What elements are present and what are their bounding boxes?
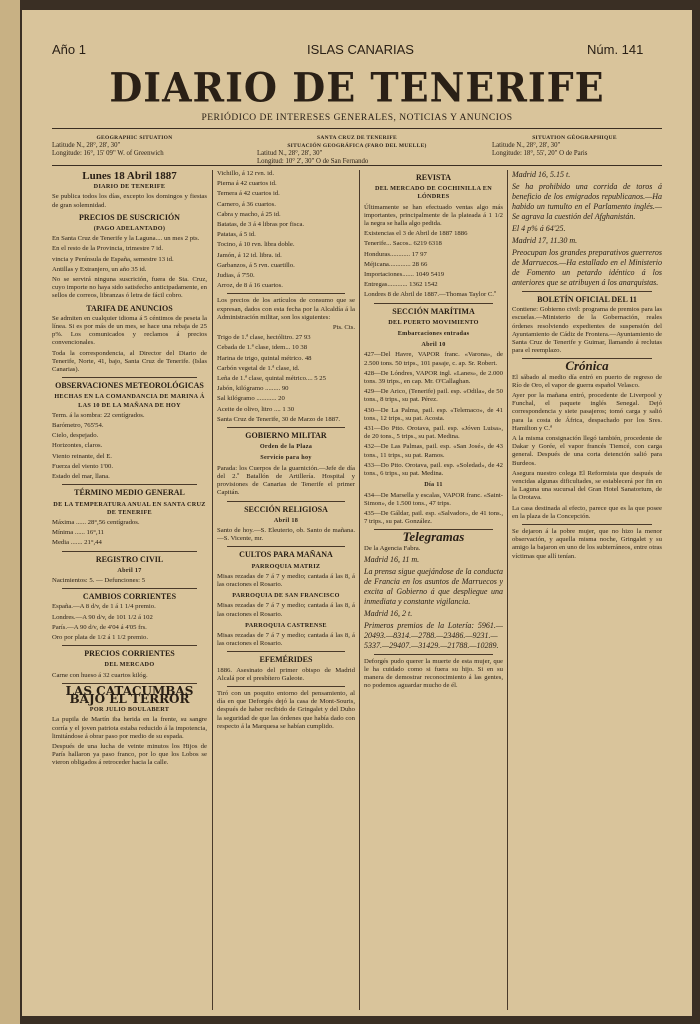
registry-line: Nacimientos: 5. — Defunciones: 5	[52, 576, 146, 584]
parish-title: PARROQUIA CASTRENSE	[245, 621, 327, 629]
ship-entry: 434—De Marsella y escalas, VAPOR franc. «Saint-Simon», de 1.500 tons., 47 trips.	[364, 491, 503, 507]
obs-line: Term. á la sombra: 22 centígrados.	[52, 411, 145, 419]
market-row: Trigo de 1.ª clase, hectólitro. 27 93	[217, 334, 311, 342]
exchange-line: Londres.—A 90 d/v, de 101 1/2 á 102	[52, 613, 153, 621]
price-item: Cabra y macho, á 25 id.	[217, 210, 281, 218]
serial-text: La pupila de Martín iba herida en la frente, su sangre corría y el joven patriota estaba reducido á la impotencia, limitándose á obrar paso por medio de su espada.	[52, 716, 207, 740]
ship-entry: 435—De Gáldar, pail. esp. «Salvador», de 41 tons., 7 trips., su pat. González.	[364, 509, 503, 526]
geo-right-title: SITUATION GÉOGRAPHIQUE	[532, 135, 617, 141]
divider	[62, 484, 197, 485]
military-sub2: Servicio para hoy	[260, 454, 312, 462]
temp-line: Mínima ...... 16°,11	[52, 529, 105, 537]
price-header: Pts. Cts.	[332, 324, 355, 332]
divider	[62, 645, 197, 646]
geo-left	[52, 134, 217, 158]
newspaper-page	[22, 10, 692, 1016]
religious-title: SECCIÓN RELIGIOSA	[244, 504, 328, 514]
ads-title: TARIFA DE ANUNCIOS	[86, 303, 173, 313]
cronica-title: Crónica	[565, 358, 609, 374]
issue-date: Lunes 18 Abril 1887	[82, 170, 177, 182]
review-row: Tenerife... Sacos.. 6219 6318	[364, 240, 442, 248]
column-divider	[507, 170, 508, 1010]
parish-title: PARROQUIA MATRIZ	[251, 562, 321, 570]
obs-line: Horizontes, claros.	[52, 442, 103, 450]
maritime-date: Día 11	[424, 481, 443, 489]
market-sub: DEL MERCADO	[104, 661, 155, 669]
obs-line: Fuerza del viento 1'00.	[52, 462, 114, 470]
review-footer: Londres 8 de Abril de 1887.—Thomas Taylor C.º	[364, 291, 497, 299]
religious-date: Abril 18	[273, 516, 299, 524]
ship-entry: 427—Del Havre, VAPOR franc. «Varona», de 2.500 tons. 50 trips., 101 pasaje, c. ap. Sr. Robert.	[364, 351, 503, 367]
price-line: vincia y Península de España, semestre 13 id.	[52, 255, 174, 263]
market-footer: Santa Cruz de Tenerife, 30 de Marzo de 1887.	[217, 415, 341, 423]
religious-text: Santo de hoy.—S. Eleuterio, ob. Santo de mañana.—S. Vicente, mr.	[217, 526, 355, 543]
cronica-text: El sábado al medio día entró en puerto de regreso de Río de Oro, el vapor de guerra español Velasco.	[512, 373, 662, 389]
paper-name: DIARIO DE TENERIFE	[93, 183, 166, 191]
temp-sub: DE LA TEMPERATURA ANUAL EN SANTA CRUZ DE TENERIFE	[53, 500, 206, 516]
temp-title: TÉRMINO MEDIO GENERAL	[74, 488, 185, 498]
review-row: Importaciones....... 1049 5419	[364, 271, 445, 279]
divider	[227, 651, 345, 652]
price-item: Carnero, á 36 cuartos.	[217, 200, 276, 208]
market-row: Harina de trigo, quintal métrico. 48	[217, 354, 312, 362]
market-row: Sal kilógramo ............ 20	[217, 395, 285, 403]
telegram-text: Primeros premios de la Lotería: 5961.—20493.—8314.—2788.—23486.—9231.—5337.—29407.—31429.—21788.—10289.	[364, 620, 503, 650]
maritime-date: Abril 10	[421, 341, 446, 349]
geo-left-title: GEOGRAPHIC SITUATION	[96, 135, 173, 141]
geo-center-sub: SITUACIÓN GEOGRÁFICA (FARO DEL MUELLE)	[287, 143, 427, 149]
publication-note: Se publica todos los días, excepto los domingos y fiestas de gran solemnidad.	[52, 193, 207, 209]
parish-text: Misas rezadas de 7 á 7 y medio; cantada á las 8, á las oraciones el Rosario.	[217, 572, 355, 588]
geo-right	[492, 134, 657, 158]
exchange-line: España.—A 8 d/v, de 1 á 1 1/4 premio.	[52, 603, 156, 611]
contact-text: Toda la correspondencia, al Director del Diario de Tenerife, Norte, 41, bajo, Santa Cruz de Tenerife. (Islas Canarias).	[52, 349, 207, 374]
price-item: Pierna á 42 cuartos id.	[217, 180, 277, 188]
telegram-date: Madrid 16, 11 m.	[364, 554, 420, 564]
prices-title: PRECIOS DE SUSCRICIÓN	[79, 212, 180, 222]
serial-body: Se dejaron á la pobre mujer, que no hizo la menor observación, y aquella misma noche, Gringalet y su amigo la bajaron en uno de los subterráneos, entre otras víctimas que allí tenían.	[512, 528, 662, 560]
column-1	[52, 170, 207, 1010]
market-row: Leña de 1.ª clase, quintal métrico.... 5 25	[217, 375, 326, 383]
telegram-date: Madrid 17, 11.30 m.	[512, 236, 578, 245]
price-item: Judias, á 7'50.	[217, 272, 255, 280]
obs-line: Estado del mar, llana.	[52, 473, 110, 481]
serial-body: Deforgés pudo querer la muerte de esta mujer, que le ha cuidado como si fuera su hijo. Si en su manera de demostrar reconocimiento á las gentes, no podemos aguardar mucho de él.	[364, 657, 503, 690]
geo-left-line2: Longitude: 16°, 15' 09" W. of Greenwich	[52, 150, 164, 157]
geo-right-line1: Latitude N., 28°, 28', 30"	[492, 142, 561, 149]
bulletin-text: Contiene: Gobierno civil: programa de premios para las escuelas.—Ministerio de la Gobernación, reales órdenes resolviendo expedientes de suspensión del Ayuntamiento de Cádiz de Frontera.—Ayuntamiento de Santa Cruz de Tenerife y Guimar, llamando á reclutas para el reemplazo.	[512, 306, 662, 355]
ship-entry: 430—De La Palma, pail. esp. «Telemaco», de 41 tons., 12 trips., su pat. Acosta.	[364, 406, 503, 422]
military-title: GOBIERNO MILITAR	[245, 431, 327, 441]
exchange-title: CAMBIOS CORRIENTES	[82, 592, 177, 602]
issue-info-row	[52, 42, 652, 60]
registry-title: REGISTRO CIVIL	[95, 554, 164, 564]
price-note: No se servirá ninguna suscrición, fuera de Sta. Cruz, cuyo importe no haya sido satisfecho anticipadamente, en sellos de correos, libranzas ó letra de fácil cobro.	[52, 276, 207, 300]
telegram-date: Madrid 16, 2 t.	[364, 608, 413, 618]
prices-sub: (PAGO ADELANTADO)	[93, 225, 166, 233]
review-row: Entregas............ 1362 1542	[364, 281, 438, 289]
price-line: En Santa Cruz de Tenerife y la Laguna.... un mes 2 pts.	[52, 235, 200, 243]
divider	[227, 427, 345, 428]
review-sub: DEL MERCADO DE COCHINILLA EN LÓNDRES	[374, 185, 493, 201]
ship-entry: 431—Do Ptto. Orotava, pail. esp. «Jóven Luisa», de 20 tons., 5 trips., su pat. Medina.	[364, 425, 503, 441]
serial-author: POR JULIO BOULABERT	[89, 706, 170, 714]
serial-title: LAS CATACUMBAS BAJO EL TERROR	[65, 683, 194, 706]
price-item: Tocino, á 10 rvn. libra doble.	[217, 241, 295, 249]
ship-entry: 429—De Arico, (Tenerife) pail. esp. «Odila», de 50 tons., 8 trips., su pat. Pérez.	[364, 388, 503, 404]
column-4	[512, 170, 662, 1010]
military-sub: Orden de la Plaza	[259, 443, 313, 451]
obs-line: Barómetro, 765'54.	[52, 422, 104, 430]
divider	[522, 524, 652, 525]
registry-date: Abril 17	[117, 566, 142, 574]
obs-sub: HECHAS EN LA COMANDANCIA DE MARINA Á LAS 10 DE LA MAÑANA DE HOY	[54, 393, 205, 409]
market-title: PRECIOS CORRIENTES	[84, 649, 175, 659]
column-2	[217, 170, 355, 1010]
geo-right-line2: Longitude: 18°, 55', 20" O de Paris	[492, 150, 588, 157]
geo-rule	[52, 165, 662, 166]
temp-line: Máxima ...... 28°,56 centígrados.	[52, 518, 140, 526]
divider	[227, 546, 345, 547]
column-divider	[359, 170, 360, 1010]
geo-center-title: SANTA CRUZ DE TENERIFE	[317, 135, 397, 141]
market-row: Aceite de olivo, litro .... 1 30	[217, 405, 295, 413]
masthead-subtitle: PERIÓDICO DE INTERESES GENERALES, NOTICIAS Y ANUNCIOS	[201, 113, 513, 123]
temp-line: Media ....... 21°,44	[52, 539, 102, 547]
market-row: Cebada de 1.ª clase, idem... 10 38	[217, 344, 308, 352]
price-line: En el resto de la Provincia, trimestre 7 id.	[52, 245, 164, 253]
divider	[374, 303, 493, 304]
review-row: Méjicana............. 28 66	[364, 260, 428, 268]
cronica-text: La casa destinada al efecto, parece que es la que posee en la plaza de la Concepción.	[512, 504, 662, 520]
telegram-date: Madrid 16, 5.15 t.	[512, 170, 571, 179]
bulletin-title: BOLETÍN OFICIAL DEL 11	[537, 295, 637, 304]
maritime-title: SECCIÓN MARÍTIMA	[392, 306, 475, 316]
masthead-title: DIARIO DE TENERIFE	[109, 63, 605, 112]
geo-center	[257, 134, 457, 166]
price-item: Vichillo, á 12 rvn. id.	[217, 170, 274, 177]
divider	[227, 686, 345, 687]
telegram-text: La prensa sigue quejándose de la conducta de Francia en los asuntos de Marruecos y excita al Gobierno á que despliegue una inmediata y constante vigilancia.	[364, 566, 503, 606]
parish-text: Misas rezadas de 7 á 7 y medio; cantada á las 8, á las oraciones el Rosario.	[217, 631, 355, 648]
telegram-source: De la Agencia Fabra.	[364, 544, 421, 552]
column-divider	[212, 170, 213, 1010]
cronica-text: Ayer por la mañana entró, procedente de Liverpool y Funchal, el paquete inglés Senegal. Dejó correspondencia y siete pasajeros; tomó carga y salió para la costa de África, despachado por los Sres. Hamilton y C.ª	[512, 392, 662, 432]
divider	[522, 291, 652, 292]
price-item: Arroz, de 8 á 16 cuartos.	[217, 282, 283, 290]
header-rule	[52, 128, 662, 129]
cronica-text: A la misma consignación llegó también, procedente de Dakar y Gorée, el vapor francés Tiemcé, con carga general. Después de una corta detención salió para Burdeos.	[512, 435, 662, 467]
serial-text: Después de una lucha de veinte minutos los Hijos de París hallaron ya paso franco, por lo que los Lobos se vieron obligados á retroceder hacia la calle.	[52, 742, 207, 767]
market-row: Jabón, kilógramo ......... 90	[217, 385, 289, 393]
price-item: Patatas, á 5 id.	[217, 231, 256, 239]
review-text: Últimamente se han efectuado ventas algo más importantes, principalmente de la plateada á 1 1/2 la negra se halla algo pedida.	[364, 203, 503, 228]
divider	[227, 501, 345, 502]
telegrams-title: Telegramas	[402, 529, 465, 545]
ephemeris-title: EFEMÉRIDES	[259, 655, 313, 665]
divider	[374, 654, 493, 655]
price-line: Antillas y Extranjero, un año 35 id.	[52, 265, 147, 273]
telegram-line: El 4 p% á 64'25.	[512, 224, 566, 233]
price-item: Ternera á 42 cuartos id.	[217, 190, 280, 198]
issue-year: Año 1	[52, 42, 86, 57]
ship-entry: 433—Do Ptto. Orotava, pail. esp. «Soledad», de 42 tons., 6 trips., su pat. Medina.	[364, 461, 503, 478]
parish-text: Misas rezadas de 7 á 7 y medio; cantada á las 8, á las oraciones el Rosario.	[217, 602, 355, 618]
cronica-text: Asegura nuestro colega El Reformista que después de vencidas algunas dificultades, se establecerá por fin en la Laguna una sucursal del Gran Hotel Sanatorium, de la Orotava.	[512, 469, 662, 502]
obs-line: Cielo, despejado.	[52, 432, 99, 440]
military-text: Parada: los Cuerpos de la guarnición.—Jefe de día del 2.º Batallón de Artillería. Hospital y provisiones de Canarias de Tenerife el primer Capitán.	[217, 464, 355, 497]
telegram-text: Preocupan los grandes preparativos guerreros de Marruecos.—Ha estallado en el Ministerio de Fomento un petardo idéntico á los anteriores que se atribuyen á los anarquistas.	[512, 248, 662, 287]
maritime-sub: DEL PUERTO MOVIMIENTO	[388, 318, 479, 326]
divider	[62, 377, 197, 378]
ephemeris-text: 1886. Asesinato del primer obispo de Madrid Alcalá por el presbítero Galeote.	[217, 666, 355, 682]
parish-title: PARROQUIA DE SAN FRANCISCO	[232, 592, 340, 600]
issue-number: Núm. 141	[587, 42, 644, 57]
serial-body: Tiró con un poquito entorno del pensamiento, al día en que Deforgés dejó la casa de Mont-Souris, después de haber recibido de Gringalet y del Duho la seguridad de que las órdenes que había dado con respecto á la Marquesa se habían cumplido.	[217, 689, 355, 730]
divider	[62, 588, 197, 589]
adjacent-page-edge	[0, 0, 20, 1024]
obs-title: OBSERVACIONES METEOROLÓGICAS	[55, 381, 204, 391]
telegram-text: Se ha prohibido una corrida de toros á beneficio de los emigrados republicanos.—Ha habido un tumulto en el Parlamento inglés.—Se agrava la cuestión del Afghanistán.	[512, 182, 662, 221]
divider	[227, 293, 345, 294]
price-item: Garbanzos, á 5 rvn. cuartillo.	[217, 261, 295, 269]
price-item: Jamón, á 12 id. libra. id.	[217, 251, 282, 259]
market-line: Carne con hueso á 32 cuartos kilóg.	[52, 671, 148, 679]
exchange-line: París.—A 90 d/v, de 4'04 á 4'05 frs.	[52, 623, 147, 631]
market-row: Carbón vegetal de 1.ª clase, id.	[217, 364, 300, 372]
review-row: Honduras............ 17 97	[364, 250, 427, 258]
ship-entry: 428—De Lóndres, VAPOR ingl. «Lanes», de 2.000 tons. 39 trips., en cap. Mr. O'Callaghan.	[364, 369, 503, 386]
geo-left-line1: Latitude N., 28°, 28', 30"	[52, 142, 121, 149]
exchange-line: Oro por plata de 1/2 á 1 1/2 premio.	[52, 633, 149, 641]
price-item: Batatas, de 3 á 4 libras por fisca.	[217, 221, 305, 229]
column-3	[364, 170, 503, 1010]
maritime-sub2: Embarcaciones entradas	[397, 330, 470, 338]
geo-center-line2: Longitud: 10° 2', 30" O de San Fernando	[257, 158, 369, 165]
market-intro: Los precios de los artículos de consumo que se expresan, dados con esta fecha por la Alcaldía á la Administración militar, son los siguientes:	[217, 297, 355, 321]
geo-center-line1: Latitud N., 28°, 28', 30"	[257, 150, 323, 157]
obs-line: Viento reinante, del E.	[52, 452, 112, 460]
ship-entry: 432—De Las Palmas, pail. esp. «San José», de 43 tons., 11 trips., su pat. Ramos.	[364, 443, 503, 459]
cults-title: CULTOS PARA MAÑANA	[239, 550, 333, 560]
review-title: REVISTA	[416, 173, 451, 182]
review-table-head: Existencias el 3 de Abril de 1887 1886	[364, 230, 468, 238]
ads-text: Se admiten en cualquier idioma á 5 céntimos de peseta la línea. Si es por más de un mes, se hace una rebaja de 25 p%. Los comunicados y reclamos á precios convencionales.	[52, 314, 207, 347]
region: ISLAS CANARIAS	[307, 42, 414, 57]
divider	[62, 551, 197, 552]
